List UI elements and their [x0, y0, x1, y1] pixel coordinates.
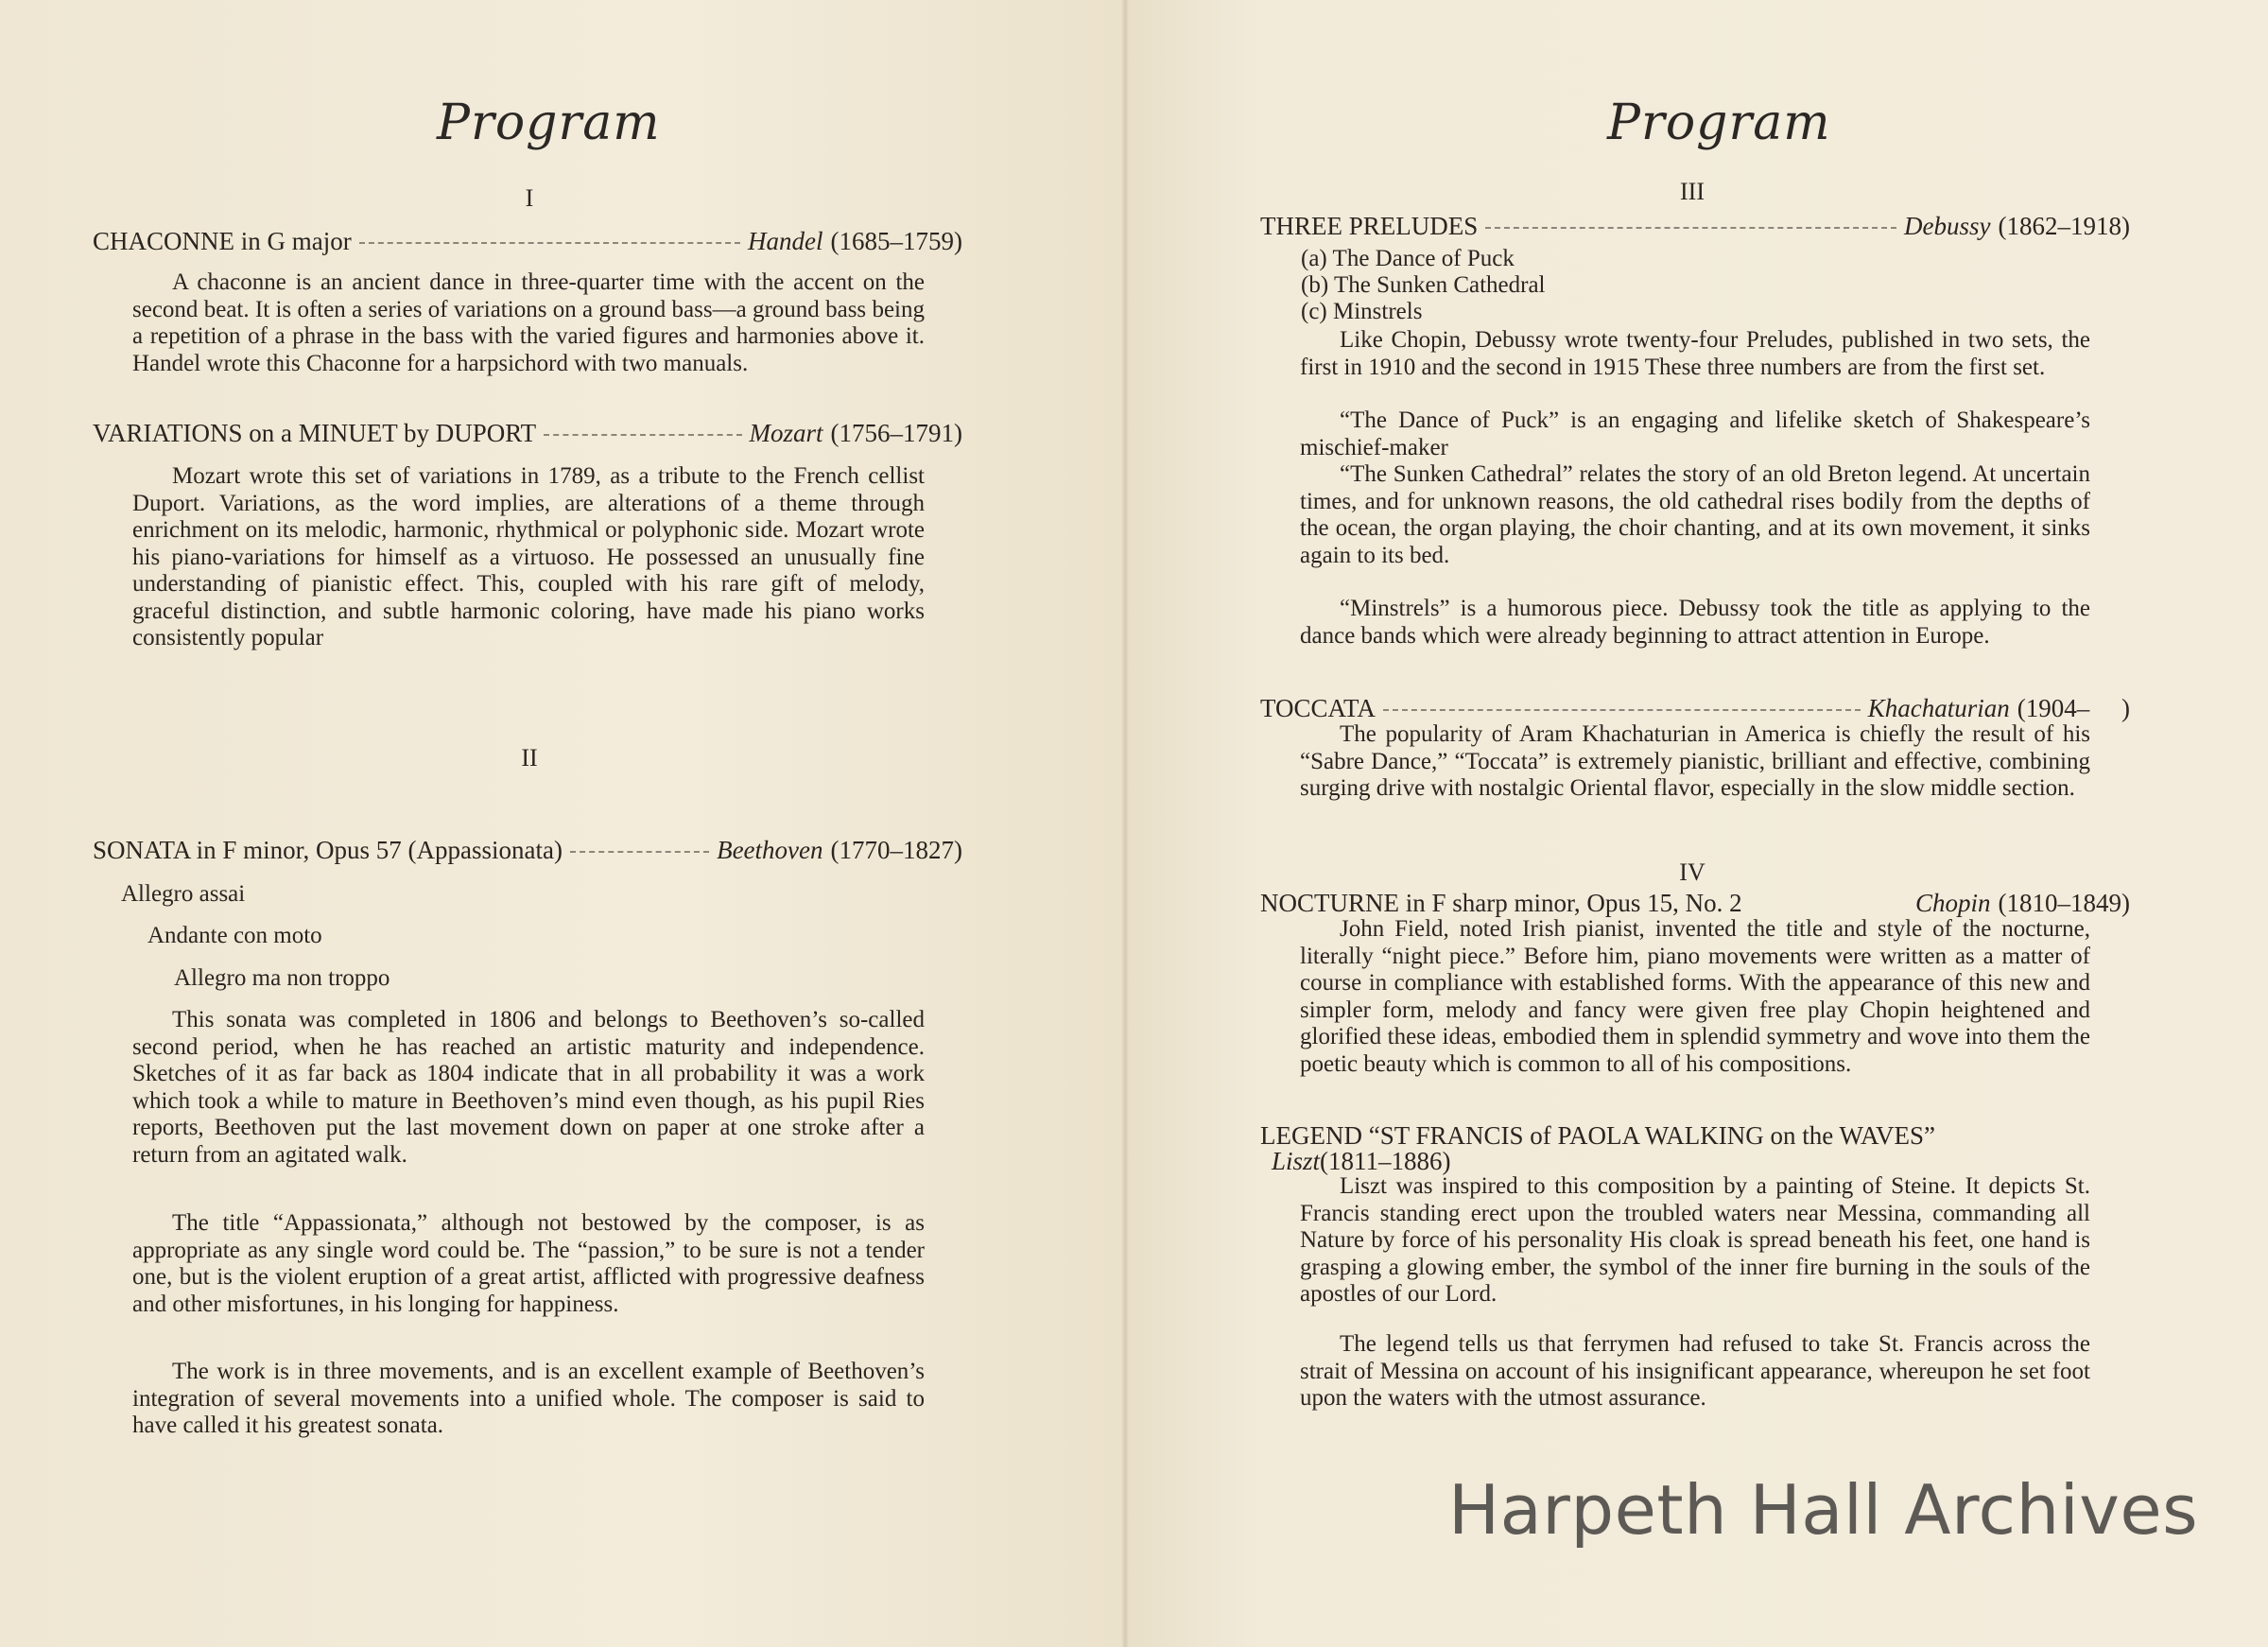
chaconne-description: A chaconne is an ancient dance in three-quarter time with the accent on the second beat. It is often a series of variations on a ground bass—a ground bass being a repetition of a phrase in the bass with the varied figures and harmonies above it. Handel wrote this Chaconne for a harpsichord with two manuals.: [132, 269, 925, 376]
nocturne-dates: (1810–1849): [1998, 889, 2130, 917]
variations-description: Mozart wrote this set of variations in 1789, as a tribute to the French cellist Duport. Variations, as the word implies, are alterations of a theme through enrichment on its melodic, harmonic, rhythmical or polyphonic side. Mozart wrote his piano-variations for himself as a virtuoso. He possessed an unusually fine understanding of pianistic effect. This, coupled with his rare gift of melody, graceful distinction, and subtle harmonic coloring, have made his piano works consistently popular: [132, 463, 925, 650]
right-program-heading: Program: [1607, 95, 1831, 151]
section-numeral-i: I: [525, 184, 534, 212]
leader-dots: [1383, 709, 1861, 711]
preludes-composer: Debussy: [1904, 212, 1991, 240]
toccata-composer: Khachaturian: [1867, 694, 2010, 722]
legend-dates: (1811–1886): [1320, 1147, 1451, 1175]
nocturne-heading: [1260, 889, 2130, 918]
leader-dots: [570, 851, 709, 853]
nocturne-description: John Field, noted Irish pianist, invented the title and style of the nocturne, literally “night piece.” Before him, piano movements were written as a matter of course in compliance with established forms. With the appearance of this new and simpler form, melody and fancy were given free play Chopin heightened and glorified these ideas, embodied them in splendid symmetry and wove into them the poetic beauty which is common to all of his compositions.: [1300, 916, 2090, 1077]
legend-composer: Liszt: [1272, 1147, 1321, 1175]
variations-heading: [93, 419, 962, 448]
sonata-movement-2: Andante con moto: [147, 923, 322, 948]
preludes-paragraph-1: Like Chopin, Debussy wrote twenty-four Preludes, published in two sets, the first in 1910 and the second in 1915 These three numbers are from the first set.: [1300, 327, 2090, 380]
leader-dots: [544, 434, 741, 436]
legend-paragraph-2: The legend tells us that ferrymen had refused to take St. Francis across the strait of Messina on account of his insignificant appearance, whereupon he set foot upon the waters with the utmost assurance.: [1300, 1331, 2090, 1411]
preludes-heading: [1260, 212, 2130, 241]
sonata-title: SONATA in F minor, Opus 57 (Appassionata): [93, 836, 563, 864]
nocturne-title: NOCTURNE in F sharp minor, Opus 15, No. 2: [1260, 889, 1742, 917]
variations-title: VARIATIONS on a MINUET by DUPORT: [93, 419, 537, 447]
sonata-paragraph-1: This sonata was completed in 1806 and belongs to Beethoven’s so-called second period, when he has reached an artistic maturity and independence. Sketches of it as far back as 1804 indicate that in all probability it was a work which took a while to mature in Beethoven’s mind even though, as his pupil Ries reports, Beethoven put the last movement down on paper at one stroke after a return from an agitated walk.: [132, 1007, 925, 1168]
chaconne-title: CHACONNE in G major: [93, 227, 352, 255]
sonata-movement-1: Allegro assai: [121, 881, 246, 907]
chaconne-heading: [93, 227, 962, 256]
variations-composer: Mozart: [749, 419, 823, 447]
section-numeral-iii: III: [1680, 178, 1705, 205]
toccata-description: The popularity of Aram Khachaturian in America is chiefly the result of his “Sabre Dance,” “Toccata” is extremely pianistic, brilliant and effective, combining surging drive with nostalgic Oriental flavor, especially in the slow middle section.: [1300, 721, 2090, 801]
preludes-paragraph-4: “Minstrels” is a humorous piece. Debussy took the title as applying to the dance bands which were already beginning to attract attention in Europe.: [1300, 596, 2090, 649]
archive-watermark: Harpeth Hall Archives: [1448, 1470, 2199, 1550]
section-numeral-iv: IV: [1679, 858, 1705, 886]
leader-dots: [1485, 227, 1896, 229]
prelude-item-b: (b) The Sunken Cathedral: [1301, 272, 1546, 298]
preludes-paragraph-3: “The Sunken Cathedral” relates the story of an old Breton legend. At uncertain times, and for unknown reasons, the old cathedral rises bodily from the depths of the ocean, the organ playing, the choir chanting, and at its own movement, it sinks again to its bed.: [1300, 461, 2090, 568]
sonata-movement-3: Allegro ma non troppo: [174, 965, 390, 991]
variations-dates: (1756–1791): [830, 419, 962, 447]
chaconne-composer: Handel: [748, 227, 823, 255]
legend-title: LEGEND “ST FRANCIS of PAOLA WALKING on the WAVES”: [1260, 1121, 1936, 1150]
toccata-heading: [1260, 694, 2130, 723]
prelude-item-a: (a) The Dance of Puck: [1301, 246, 1515, 271]
preludes-title: THREE PRELUDES: [1260, 212, 1479, 240]
toccata-dates: (1904– ): [2017, 694, 2130, 722]
sonata-heading: [93, 836, 962, 865]
nocturne-composer: Chopin: [1915, 889, 1991, 917]
toccata-title: TOCCATA: [1260, 694, 1376, 722]
prelude-item-c: (c) Minstrels: [1301, 299, 1423, 324]
sonata-dates: (1770–1827): [830, 836, 962, 864]
preludes-dates: (1862–1918): [1998, 212, 2130, 240]
preludes-paragraph-2: “The Dance of Puck” is an engaging and lifelike sketch of Shakespeare’s mischief-maker: [1300, 407, 2090, 460]
chaconne-dates: (1685–1759): [830, 227, 962, 255]
sonata-paragraph-2: The title “Appassionata,” although not bestowed by the composer, is as appropriate as any single word could be. The “passion,” to be sure is not a tender one, but is the violent eruption of a great artist, afflicted with progressive deafness and other misfortunes, in his longing for happiness.: [132, 1210, 925, 1317]
sonata-paragraph-3: The work is in three movements, and is an excellent example of Beethoven’s integration of several movements into a unified whole. The composer is said to have called it his greatest sonata.: [132, 1359, 925, 1438]
page-fold: [1121, 0, 1129, 1647]
legend-paragraph-1: Liszt was inspired to this composition by a painting of Steine. It depicts St. Francis standing erect upon the troubled waters near Messina, commanding all Nature by force of his personality His cloak is spread beneath his feet, one hand is grasping a glowing ember, the symbol of the inner fire burning in the souls of the apostles of our Lord.: [1300, 1173, 2090, 1307]
section-numeral-ii: II: [521, 744, 538, 771]
sonata-composer: Beethoven: [717, 836, 823, 864]
legend-heading-attribution: [1272, 1147, 2130, 1176]
leader-dots: [359, 242, 740, 244]
left-program-heading: Program: [437, 95, 661, 151]
